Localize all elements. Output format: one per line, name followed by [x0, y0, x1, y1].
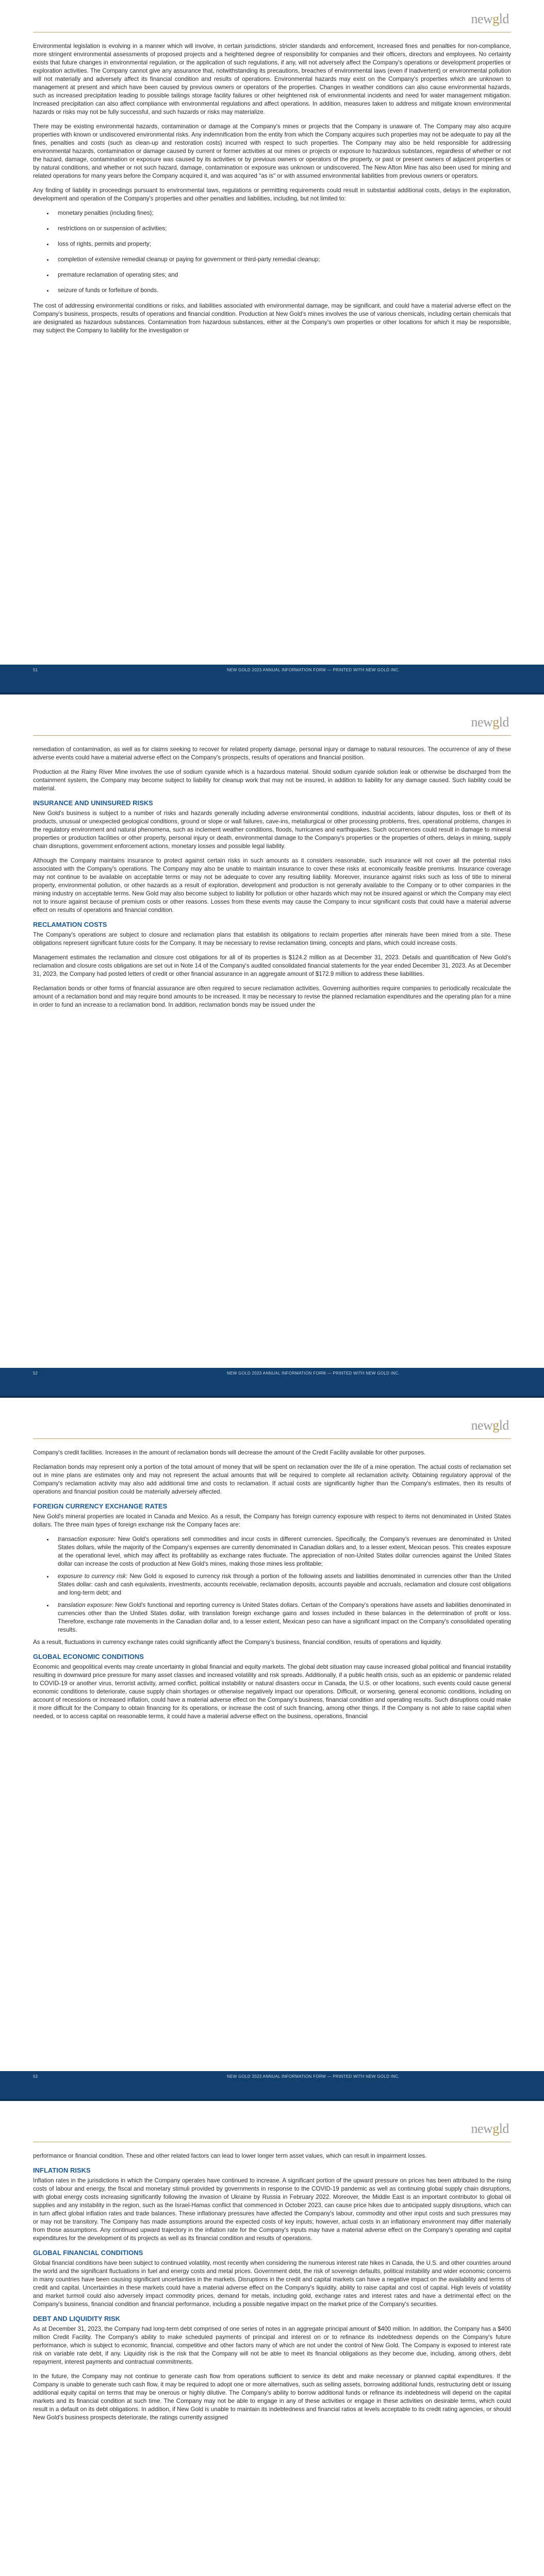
footer-text: NEW GOLD 2023 ANNUAL INFORMATION FORM — PRINTED WITH NEW GOLD INC.: [227, 668, 400, 672]
page-body: [33, 745, 511, 1015]
paragraph: In the future, the Company may not continue to generate cash flow from operations sufficient to service its debt and make necessary or planned capital expenditures. If the Company is unable to generate such cash flow, it may be required to adopt one or more alternatives, such as selling assets, borrowing additional funds, restructuring debt or issuing additional equity capital on terms that may be onerous or highly dilutive. The Company's ability to borrow additional funds or refinance its indebtedness will depend on the capital markets and its financial condition at such time. The Company may not be able to engage in any of these activities or engage in these activities on desirable terms, which could result in a default on its debt obligations. In addition, if New Gold is unable to maintain its indebtedness and financial ratios at levels acceptable to its credit rating agencies, or should New Gold's business prospects deteriorate, the ratings currently assigned: [33, 2373, 511, 2421]
paragraph: Management estimates the reclamation and closure cost obligations for all of its properties is $124.2 million as at December 31, 2023. Details and quantification of New Gold's reclamation and closure costs obligations are set out in Note 14 of the Company's audited consolidated financial statements for the year ended December 31, 2023. As at December 31, 2023, the Company had posted letters of credit or other financial assurance in an aggregate amount of $172.9 million to address these liabilities.: [33, 954, 511, 977]
liability-list: [33, 209, 511, 295]
section-heading: FOREIGN CURRENCY EXCHANGE RATES: [33, 1502, 168, 1510]
section-heading: DEBT AND LIQUIDITY RISK: [33, 2315, 121, 2323]
section-heading: GLOBAL ECONOMIC CONDITIONS: [33, 1653, 144, 1660]
paragraph: The Company's operations are subject to closure and reclamation plans that establish its obligations to reclaim properties after minerals have been mined from a site. These obligations represent significant future costs for the Company. It may be necessary to revise reclamation timing, concepts and plans, which could increase costs.: [33, 931, 511, 946]
paragraph: New Gold's mineral properties are located in Canada and Mexico. As a result, the Company has foreign currency exposure with respect to items not denominated in United States dollars. The three main types of foreign exchange risk the Company faces are:: [33, 1513, 511, 1528]
fx-risk-list: [33, 1535, 511, 1634]
page-number: 52: [33, 1371, 38, 1376]
page-body: [33, 2152, 511, 2428]
list-item: • loss of rights, permits and property;: [54, 240, 511, 248]
footer-text: NEW GOLD 2023 ANNUAL INFORMATION FORM — PRINTED WITH NEW GOLD INC.: [227, 1371, 400, 1376]
section-heading: RECLAMATION COSTS: [33, 921, 107, 928]
list-item: • restrictions on or suspension of activities;: [54, 225, 511, 233]
header-rule: [33, 735, 511, 736]
document-page-2: [0, 703, 544, 1406]
list-item: • premature reclamation of operating sites; and: [54, 271, 511, 279]
page-number: 53: [33, 2074, 38, 2079]
page-footer: [0, 2071, 544, 2101]
paragraph: Reclamation bonds or other forms of financial assurance are often required to secure reclamation activities. Governing authorities require companies to periodically recalculate the amount of a reclamation bond and may require bond amounts to be increased. It may be necessary to revise the planned reclamation expenditures and the operating plan for a mine in order to fund an increase to a reclamation bond. In addition, reclamation bonds may be issued under the: [33, 985, 511, 1008]
paragraph: The cost of addressing environmental conditions or risks, and liabilities associated with environmental damage, may be significant, and could have a material adverse effect on the Company's business, prospects, results of operations and financial condition. Production at New Gold's mines involves the use of various chemicals, including certain chemicals that are designated as hazardous substances. Contamination from hazardous substances, either at the Company's own properties or other locations for which it may be responsible, may subject the Company to liability for the investigation or: [33, 302, 511, 334]
paragraph: Production at the Rainy River Mine involves the use of sodium cyanide which is a hazardous material. Should sodium cyanide solution leak or otherwise be discharged from the containment system, the Company may become subject to liability for cleanup work that may not be insured, in addition to liability for any damage caused. Such liability could be material.: [33, 769, 511, 792]
section-heading: INSURANCE AND UNINSURED RISKS: [33, 799, 153, 807]
paragraph: Economic and geopolitical events may create uncertainty in global financial and equity markets. The global debt situation may cause increased global political and financial instability resulting in downward price pressure for many asset classes and increased volatility and risk spreads. Additionally, if a public health crisis, such as an epidemic or pandemic related to COVID-19 or another virus, terrorist activity, armed conflict, political instability or natural disasters occur in Canada, the U.S. or other locations, such events could cause general economic conditions to deteriorate, cause supply chain shortages or otherwise negatively impact our operations. Difficult, or worsening, general economic conditions, including on account of recessions or increased inflation, could have a material adverse effect on the Company's business, financial condition and operating results. Such disruptions could make it more difficult for the Company to obtain financing for its operations, or increase the cost of such financing, among other things. If the Company is not able to raise capital when needed, or to access capital on reasonable terms, it could have a material adverse effect on the business, operations, financial: [33, 1664, 511, 1720]
paragraph: Reclamation bonds may represent only a portion of the total amount of money that will be spent on reclamation over the life of a mine operation. The actual costs of reclamation set out in mine plans are estimates only and may not represent the actual amounts that will be required to complete all reclamation activity. Obtaining regulatory approval of the Company's reclamation activity may also add additional time and costs to reclamation. If actual costs are significantly higher than the Company's estimates, then its results of operations and financial position could be materially adversely affected.: [33, 1464, 511, 1495]
paragraph: Inflation rates in the jurisdictions in which the Company operates have continued to increase. A significant portion of the upward pressure on prices has been attributed to the rising costs of labour and energy, the fiscal and monetary stimuli provided by governments in response to the COVID-19 pandemic as well as continuing global supply chain disruptions, with global energy costs increasing significantly following the invasion of Ukraine by Russia in February 2022. Moreover, the Middle East is an important contributor to global oil supplies and any instability in the region, such as the Israel-Hamas conflict that commenced in October 2023, can cause price hikes due to anticipated supply disruptions, which can in turn affect global inflation rates and trade balances. These inflationary pressures have affected the Company's labour, commodity and other input costs and such pressures may or may not be transitory. The Company has made assumptions around the expected costs of key inputs; however, actual costs in an inflationary environment may differ materially from those assumptions. Any continued upward trajectory in the inflation rate for the Company's inputs may have a material adverse effect on the Company's operating and capital expenditures for the development of its projects as well as its financial condition and results of operations.: [33, 2177, 511, 2242]
document-page-1: [0, 0, 544, 703]
page-body: [33, 42, 511, 341]
header-rule: [33, 1438, 511, 1439]
section-heading: INFLATION RISKS: [33, 2166, 91, 2174]
paragraph: As a result, fluctuations in currency exchange rates could significantly affect the Company's business, financial condition, results of operations and liquidity.: [33, 1639, 442, 1646]
section-heading: GLOBAL FINANCIAL CONDITIONS: [33, 2249, 143, 2257]
document-page-4: [0, 2110, 544, 2576]
new-gold-logo: newgld: [471, 2121, 509, 2136]
paragraph: performance or financial condition. These and other related factors can lead to lower longer term asset values, which can result in impairment losses.: [33, 2153, 427, 2159]
new-gold-logo: newgld: [471, 715, 509, 730]
new-gold-logo: newgld: [471, 1418, 509, 1433]
paragraph: Environmental legislation is evolving in a manner which will involve, in certain jurisdictions, stricter standards and enforcement, increased fines and penalties for non-compliance, more stringent environmental assessments of proposed projects and a heightened degree of responsibility for companies and their officers, directors and employees. No certainty exists that future changes in environmental regulation, or the application of such regulations, if any, will not adversely affect the Company's operations or development properties or exploration activities. The Company cannot give any assurance that, notwithstanding its precautions, breaches of environmental laws (even if inadvertent) or environmental pollution will not materially and adversely affect its financial condition and results of operations. Environmental hazards may exist on the Company's properties which are unknown to management at present and which have been caused by previous owners or operators of the properties. Changes in weather conditions can also cause environmental hazards, such as increased precipitation leading to possible tailings storage facility failures or other heightened risk of environmental incidents and need for water management mitigation. Increased precipitation can also affect compliance with environmental regulations and affect operations. In addition, measures taken to address and mitigate known environmental hazards or risks may not be fully successful, and such hazards or risks may materialize.: [33, 43, 511, 115]
list-item: • exposure to currency risk: New Gold is exposed to currency risk through a portion of the following assets and liabilities denominated in currencies other than the United States dollar: cash and cash equivalents, investments, accounts receivable, reclamation deposits, accounts payable and accruals, reclamation and closure cost obligations and long-term debt; and: [54, 1572, 511, 1597]
new-gold-logo: newgld: [471, 11, 509, 26]
paragraph: There may be existing environmental hazards, contamination or damage at the Company's mines or projects that the Company is unaware of. The Company may also acquire properties with known or undiscovered environmental risks. Any indemnification from the entity from which the Company acquires such properties may not be adequate to pay all the fines, penalties and costs (such as clean-up and restoration costs) incurred with respect to such properties. The Company may also be held responsible for addressing environmental hazards, contamination or damage caused by current or former activities at our mines or projects or exposure to hazardous substances, regardless of whether or not the hazard, damage, contamination or exposure was caused by its activities or by previous owners or operators of the property, or past or present owners of adjacent properties or by natural conditions, and whether or not such hazard, damage, contamination or exposure was unknown or undiscovered. The New Afton Mine has also been used for mining and related operations for many years before the Company acquired it, and was acquired "as is" or with assumed environmental liabilities from previous owners or operators.: [33, 123, 511, 179]
footer-text: NEW GOLD 2023 ANNUAL INFORMATION FORM — PRINTED WITH NEW GOLD INC.: [227, 2074, 400, 2079]
page-body: [33, 1449, 511, 1727]
page-number: 51: [33, 668, 38, 672]
page-footer: [0, 665, 544, 694]
list-item: • monetary penalties (including fines);: [54, 209, 511, 217]
list-item: • translation exposure: New Gold's functional and reporting currency is United States dollars. Certain of the Company's operations have assets and liabilities denominated in currencies other than the United States dollar, with translation foreign exchange gains and losses included in these balances in the determination of profit or loss. Therefore, exchange rate movements in the Canadian dollar and, to a lesser extent, Mexican peso can have a significant impact on the Company's consolidated operating results.: [54, 1601, 511, 1634]
document-page-3: [0, 1406, 544, 2110]
list-item: • seizure of funds or forfeiture of bonds.: [54, 286, 511, 295]
page-footer: [0, 1368, 544, 1398]
paragraph: Company's credit facilities. Increases in the amount of reclamation bonds will decrease the amount of the Credit Facility available for other purposes.: [33, 1449, 426, 1456]
list-item: • transaction exposure: New Gold's operations sell commodities and incur costs in different currencies. Specifically, the Company's revenues are denominated in United States dollars, while the majority of the Company's expenses are currently denominated in Canadian dollars and, to a lesser extent, Mexican pesos. This creates exposure at the operational level, which may affect its profitability as exchange rates fluctuate. The appreciation of non-United States dollar currencies against the United States dollar can increase the costs of production at New Gold's mines, making those mines less profitable;: [54, 1535, 511, 1568]
paragraph: Although the Company maintains insurance to protect against certain risks in such amounts as it considers reasonable, such insurance will not cover all the potential risks associated with the Company's operations. The Company may also be unable to maintain insurance to cover these risks at economically feasible premiums. Insurance coverage may not continue to be available on acceptable terms or may not be adequate to cover any resulting liability. Moreover, insurance against risks such as loss of title to mineral property, environmental pollution, or other hazards as a result of exploration, development and production is not generally available to the Company or to other companies in the mining industry on acceptable terms. New Gold may also become subject to liability for pollution or other hazards which may not be insured against or which the Company may elect not to insure against because of premium costs or other reasons. Losses from these events may cause the Company to incur significant costs that could have a material adverse effect on results of operations and financial condition.: [33, 857, 511, 913]
paragraph: Global financial conditions have been subject to continued volatility, most recently when considering the numerous interest rate hikes in Canada, the U.S. and other countries around the world and the significant fluctuations in fuel and energy costs and metal prices. Government debt, the risk of sovereign defaults, political instability and wider economic concerns in many countries have been causing significant uncertainties in the markets. Disruptions in the credit and capital markets can have a negative impact on the availability and terms of credit and capital. Uncertainties in these markets could have a material adverse effect on the Company's liquidity, ability to raise capital and cost of capital. High levels of volatility and market turmoil could also adversely impact commodity prices, demand for metals, including gold, exchange rates and interest rates and have a detrimental effect on the Company's business, financial condition and financial performance, including a possible negative impact on the market price of the Company's securities.: [33, 2260, 511, 2308]
paragraph: remediation of contamination, as well as for claims seeking to recover for related property damage, personal injury or damage to natural resources. The occurrence of any of these adverse events could have a material adverse effect on the Company's prospects, results of operations and financial position.: [33, 746, 511, 761]
paragraph: As at December 31, 2023, the Company had long-term debt comprised of one series of notes in an aggregate principal amount of $400 million. In addition, the Company has a $400 million Credit Facility. The Company's ability to make scheduled payments of principal and interest on or to refinance its indebtedness depends on the Company's future performance, which is subject to economic, financial, competitive and other factors many of which are not under the control of New Gold. The Company is exposed to interest rate risk on variable rate debt, if any. Liquidity risk is the risk that the Company will not be able to meet its financial obligations as they become due, including, among others, debt repayment, interest payments and contractual commitments.: [33, 2326, 511, 2365]
paragraph: New Gold's business is subject to a number of risks and hazards generally including adverse environmental conditions, industrial accidents, labour disputes, loss or theft of its products, unusual or unexpected geological conditions, ground or slope or wall failures, cave-ins, metallurgical or other processing problems, fires, operational problems, changes in the regulatory environment and natural phenomena, such as inclement weather conditions, floods, hurricanes and earthquakes. Such occurrences could result in damage to mineral properties or production facilities or other property, personal injury or death, environmental damage to the Company's properties or the properties of others, delays in mining, supply chain disruptions, government enforcement actions, monetary losses and possible legal liability.: [33, 810, 511, 850]
list-item: • completion of extensive remedial cleanup or paying for government or third-party remedial cleanup;: [54, 256, 511, 264]
paragraph: Any finding of liability in proceedings pursuant to environmental laws, regulations or permitting requirements could result in substantial additional costs, delays in the exploration, development and operation of the Company's properties and other penalties and liabilities, including, but not limited to:: [33, 187, 511, 202]
